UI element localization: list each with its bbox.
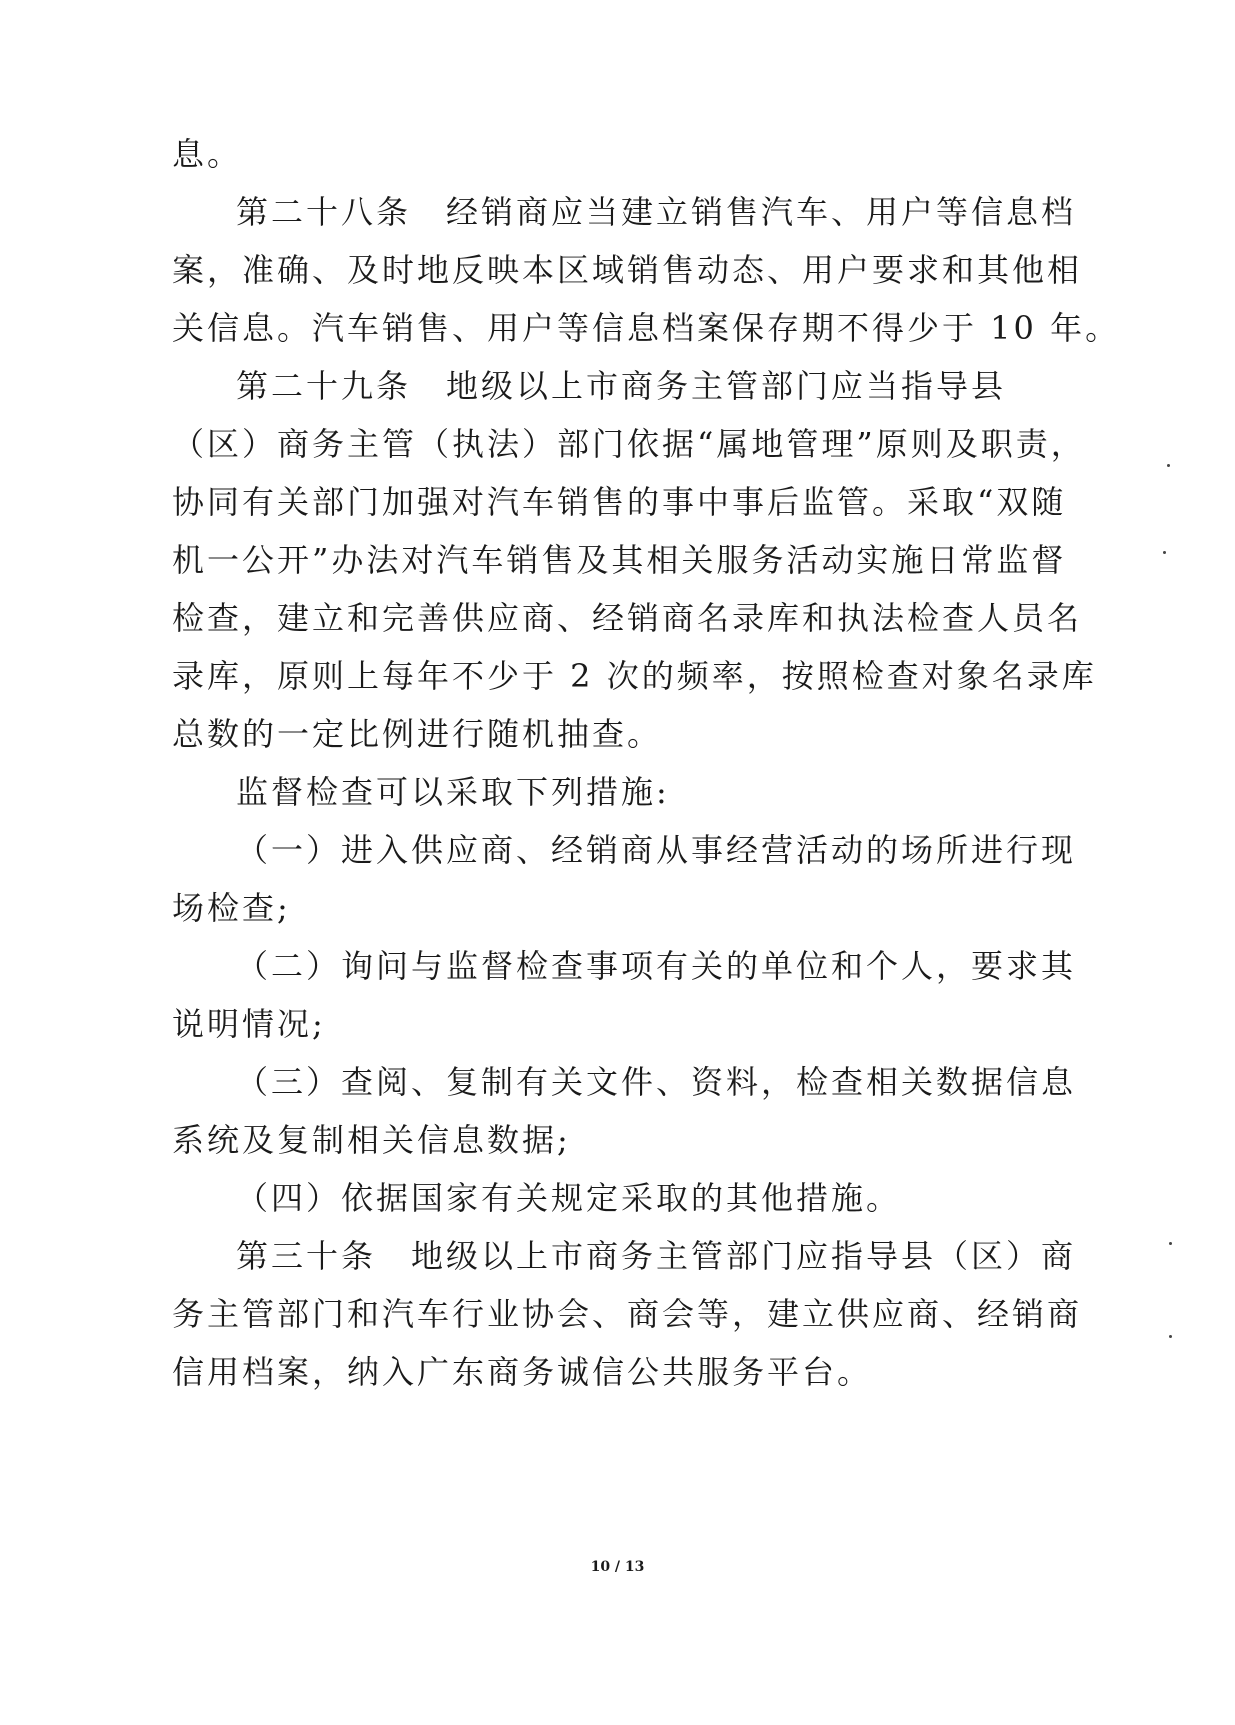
- measure-item-3: （三）查阅、复制有关文件、资料，检查相关数据信息: [236, 1063, 1077, 1101]
- measure-item-1: （一）进入供应商、经销商从事经营活动的场所进行现: [236, 831, 1077, 869]
- measures-intro-line: 监督检查可以采取下列措施:: [236, 773, 670, 811]
- text-line: 机一公开”办法对汽车销售及其相关服务活动实施日常监督: [172, 541, 1067, 579]
- text-line: 案，准确、及时地反映本区域销售动态、用户要求和其他相: [172, 251, 1083, 289]
- text-line: 关信息。汽车销售、用户等信息档案保存期不得少于 10 年。: [172, 309, 1121, 347]
- text-line: 录库，原则上每年不少于 2 次的频率，按照检查对象名录库: [172, 657, 1097, 695]
- text-line: 场检查;: [172, 889, 291, 927]
- article-29-heading-line: 第二十九条 地级以上市商务主管部门应当指导县: [236, 367, 1007, 405]
- text-line: 信用档案，纳入广东商务诚信公共服务平台。: [172, 1353, 873, 1391]
- scan-speck: [1163, 551, 1166, 554]
- scan-speck: [1167, 464, 1170, 467]
- measure-item-4: （四）依据国家有关规定采取的其他措施。: [236, 1179, 902, 1217]
- scan-speck: [1169, 1335, 1172, 1338]
- text-line: 务主管部门和汽车行业协会、商会等，建立供应商、经销商: [172, 1295, 1083, 1333]
- text-line: 总数的一定比例进行随机抽查。: [172, 715, 663, 753]
- text-line: （区）商务主管（执法）部门依据“属地管理”原则及职责，: [172, 425, 1086, 463]
- text-line: 检查，建立和完善供应商、经销商名录库和执法检查人员名: [172, 599, 1083, 637]
- measure-item-2: （二）询问与监督检查事项有关的单位和个人，要求其: [236, 947, 1077, 985]
- article-28-heading-line: 第二十八条 经销商应当建立销售汽车、用户等信息档: [236, 193, 1077, 231]
- text-line: 协同有关部门加强对汽车销售的事中事后监管。采取“双随: [172, 483, 1067, 521]
- text-line: 息。: [172, 135, 243, 173]
- article-30-heading-line: 第三十条 地级以上市商务主管部门应指导县（区）商: [236, 1237, 1077, 1275]
- text-line: 说明情况;: [172, 1005, 326, 1043]
- page-number: 10 / 13: [590, 1559, 645, 1575]
- scan-speck: [1169, 1242, 1172, 1245]
- text-line: 系统及复制相关信息数据;: [172, 1121, 571, 1159]
